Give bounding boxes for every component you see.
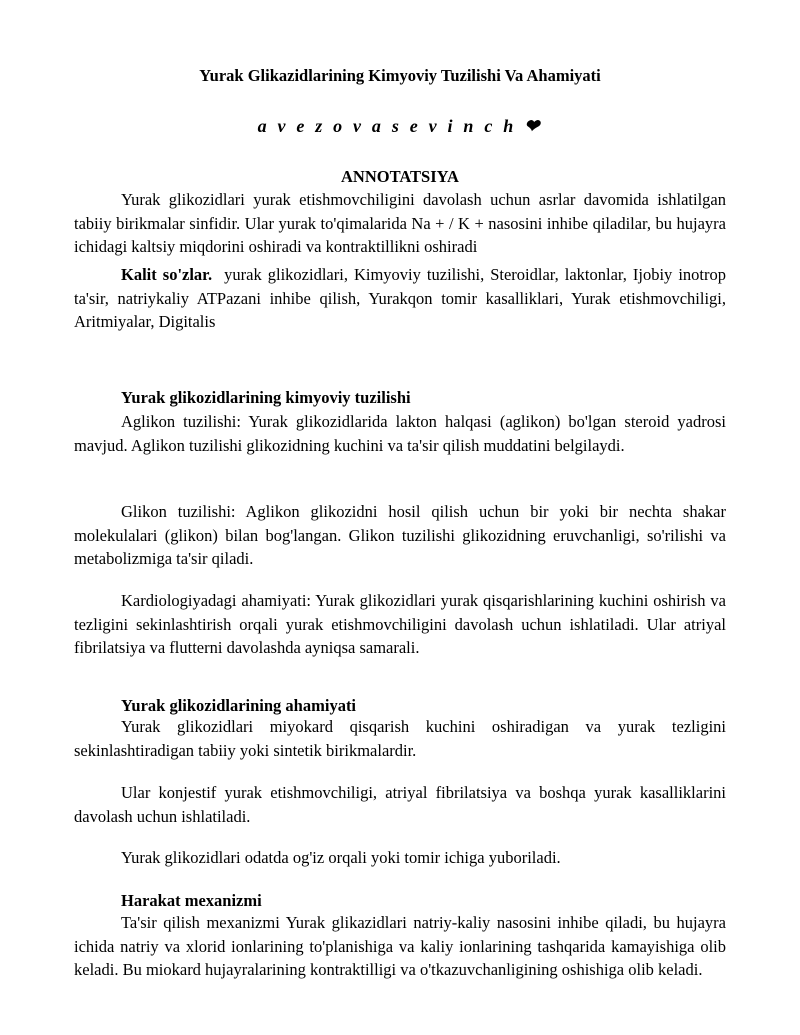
paragraph-importance-2: Ular konjestif yurak etishmovchiligi, atriyal fibrilatsiya va boshqa yurak kasalliklarini davolash uchun ishlatiladi. (74, 783, 726, 826)
paragraph-glycone: Glikon tuzilishi: Aglikon glikozidni hosil qilish uchun bir yoki bir nechta shakar molekulalari (glikon) bilan bog'langan. Glikon tuzilishi glikozidning eruvchanligi, so'rilishi va metabolizmiga ta'sir qiladi. (74, 502, 726, 568)
paragraph-mechanism: Ta'sir qilish mexanizmi Yurak glikazidlari natriy-kaliy nasosini inhibe qiladi, bu hujayra ichida natriy va xlorid ionlarining to'planishiga va kaliy ionlarining tashqarida kamayishiga olib keladi. Bu miokard hujayralarining kontraktilligi va o'tkazuvchanligining oshishiga olib keladi. (74, 913, 726, 979)
annotation-text: Yurak glikozidlari yurak etishmovchiligini davolash uchun asrlar davomida ishlatilgan tabiiy birikmalar sinfidir. Ular yurak to'qimalarida Na + / K + nasosini inhibe qiladilar, bu hujayra ichidagi kaltsiy miqdorini oshiradi va kontraktillikni oshiradi (74, 190, 726, 256)
paragraph-importance-3: Yurak glikozidlari odatda og'iz orqali yoki tomir ichiga yuboriladi. (121, 848, 561, 867)
keywords-label: Kalit so'zlar. (121, 265, 213, 284)
paragraph-importance-1: Yurak glikozidlari miyokard qisqarish kuchini oshiradigan va yurak tezligini sekinlashtiradigan tabiiy yoki sintetik birikmalardir. (74, 717, 726, 760)
paragraph-aglycone: Aglikon tuzilishi: Yurak glikozidlarida lakton halqasi (aglikon) bo'lgan steroid yadrosi mavjud. Aglikon tuzilishi glikozidning kuchini va ta'sir qilish muddatini belgilaydi. (74, 412, 726, 455)
document-title: Yurak Glikazidlarining Kimyoviy Tuzilishi Va Ahamiyati (199, 66, 601, 85)
keywords-text: yurak glikozidlari, Kimyoviy tuzilishi, Steroidlar, laktonlar, Ijobiy inotrop ta'sir, natriykaliy ATPazani inhibe qilish, Yurakqon tomir kasalliklari, Yurak etishmovchiligi, Aritmiyalar, Digitalis (74, 265, 726, 331)
section-heading-importance: Yurak glikozidlarining ahamiyati (121, 696, 357, 715)
section-heading-mechanism: Harakat mexanizmi (121, 891, 262, 910)
annotation-heading: ANNOTATSIYA (341, 167, 459, 186)
author-name: a v e z o v a s e v i n c h ❤ (257, 116, 543, 136)
paragraph-cardiology: Kardiologiyadagi ahamiyati: Yurak glikozidlari yurak qisqarishlarining kuchini oshirish va tezligini sekinlashtirish orqali yurak etishmovchiligini davolash uchun ishlatiladi. Ular atriyal fibrilatsiya va flutterni davolashda ayniqsa samarali. (74, 591, 726, 657)
keywords-paragraph (74, 263, 726, 334)
section-heading-chemical-structure: Yurak glikozidlarining kimyoviy tuzilishi (121, 388, 411, 407)
